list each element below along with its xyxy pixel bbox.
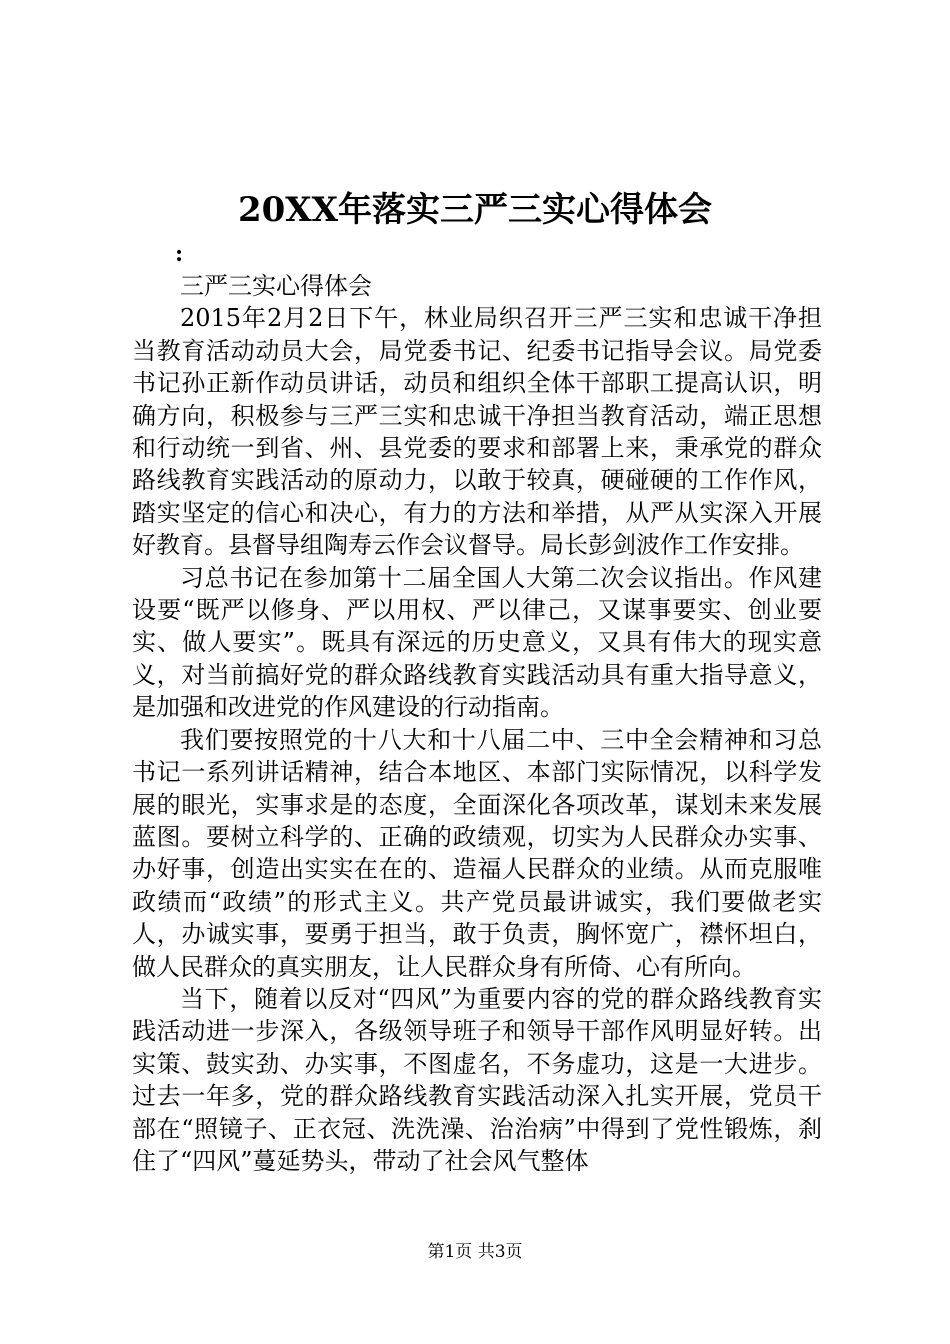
paragraph-2: 习总书记在参加第十二届全国人大第二次会议指出。作风建设要“既严以修身、严以用权、严以律己，又谋事要实、创业要实、做人要实”。既具有深远的历史意义，又具有伟大的现实意义，对当前搞好党的群众路线教育实践活动具有重大指导意义，是加强和改进党的作风建设的行动指南。 <box>132 563 822 722</box>
document-body <box>132 270 822 1177</box>
paragraph-1: 2015年2月2日下午，林业局织召开三严三实和忠诚干净担当教育活动动员大会，局党委书记、纪委书记指导会议。局党委书记孙正新作动员讲话，动员和组织全体干部职工提高认识，明确方向，积极参与三严三实和忠诚干净担当教育活动，端正思想和行动统一到省、州、县党委的要求和部署上来，秉承党的群众路线教育实践活动的原动力，以敢于较真，硬碰硬的工作作风，踏实坚定的信心和决心，有力的方法和举措，从严从实深入开展好教育。县督导组陶寿云作会议督导。局长彭剑波作工作安排。 <box>132 304 822 560</box>
paragraph-4: 当下，随着以反对“四风”为重要内容的党的群众路线教育实践活动进一步深入，各级领导班子和领导干部作风明显好转。出实策、鼓实劲、办实事，不图虚名，不务虚功，这是一大进步。过去一年多，党的群众路线教育实践活动深入扎实开展，党员干部在“照镜子、正衣冠、洗洗澡、治治病”中得到了党性锻炼，刹住了“四风”蔓延势头，带动了社会风气整体 <box>132 984 822 1175</box>
paragraph-3: 我们要按照党的十八大和十八届二中、三中全会精神和习总书记一系列讲话精神，结合本地区、本部门实际情况，以科学发展的眼光，实事求是的态度，全面深化各项改革，谋划未来发展蓝图。要树立科学的、正确的政绩观，切实为人民群众办实事、办好事，创造出实实在在的、造福人民群众的业绩。从而克服唯政绩而“政绩”的形式主义。共产党员最讲诚实，我们要做老实人，办诚实事，要勇于担当，敢于负责，胸怀宽广，襟怀坦白，做人民群众的真实朋友，让人民群众身有所倚、心有所向。 <box>132 725 822 981</box>
document-title: 20XX年落实三严三实心得体会 <box>237 190 713 230</box>
page-footer: 第1页 共3页 <box>427 1242 523 1262</box>
section-heading: 三严三实心得体会 <box>180 272 372 300</box>
author-colon: : <box>175 241 184 267</box>
